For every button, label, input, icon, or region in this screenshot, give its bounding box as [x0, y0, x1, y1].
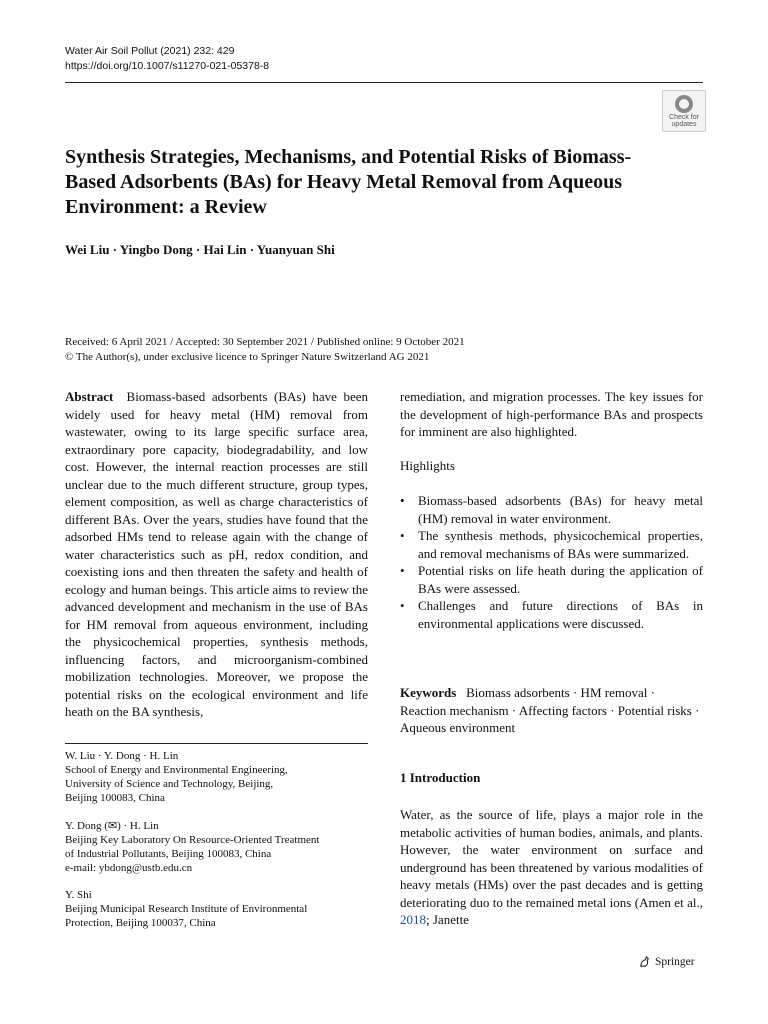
- affiliation-block: [65, 819, 368, 875]
- affiliation-line: University of Science and Technology, Beijing,: [65, 778, 274, 790]
- article-title: Synthesis Strategies, Mechanisms, and Potential Risks of Biomass-Based Adsorbents (BAs) for Heavy Metal Removal from Aqueous Environment: a Review: [65, 146, 632, 218]
- intro-text-tail: ; Janette: [426, 912, 469, 927]
- introduction-column: [400, 806, 703, 929]
- keywords: [400, 684, 703, 737]
- running-head: [65, 44, 269, 74]
- badge-line-1: Check for: [669, 114, 699, 121]
- abstract: [65, 388, 368, 721]
- journal-citation: Water Air Soil Pollut (2021) 232: 429: [65, 45, 235, 57]
- affiliation-line: School of Energy and Environmental Engineering,: [65, 764, 288, 776]
- keywords-label: Keywords: [400, 685, 457, 700]
- affiliation-names: W. Liu · Y. Dong · H. Lin: [65, 750, 179, 762]
- highlight-item: [400, 597, 703, 632]
- affiliation-names: Y. Shi: [65, 889, 92, 901]
- abstract-right-column: [400, 388, 703, 441]
- affiliation-line: Beijing 100083, China: [65, 792, 165, 804]
- bullet: •: [400, 493, 405, 508]
- highlight-text: The synthesis methods, physicochemical properties, and removal mechanisms of BAs were summarized.: [418, 528, 703, 561]
- affiliation-email[interactable]: e-mail: ybdong@ustb.edu.cn: [65, 862, 193, 874]
- introduction-heading: 1 Introduction: [400, 770, 481, 785]
- intro-text: Water, as the source of life, plays a major role in the metabolic activities of human bodies, animals, and plants. However, the water environment on surface and underground has been threatened by various modalities of heavy metals (HMs) over the past decades and is getting deteriorating duo to the remained metal ions (Amen et al.,: [400, 807, 703, 910]
- header-divider: [65, 82, 703, 83]
- highlight-text: Potential risks on life heath during the application of BAs were assessed.: [418, 563, 703, 596]
- abstract-text-left: Biomass-based adsorbents (BAs) have been widely used for heavy metal (HM) removal from wastewater, owing to its large specific surface area, extraordinary pore capacity, biodegradability, and low cost. However, the internal reaction processes are still unclear due to the much different structure, group types, element composition, as well as charge characteristics of different BAs. Over the years, studies have found that the adsorbed HMs tend to release again with the change of water characteristics such as pH, redox condition, and coexisting ions and then threaten the safety and health of ecology and human beings. This article aims to review the advanced development and mechanism in the use of BAs for HM removal from aqueous environment, including the physicochemical properties, synthesis methods, influencing factors, and microorganism-combined mobilization technologies. Moreover, we propose the potential risks on the ecological environment and life heath on the BA synthesis,: [65, 389, 369, 719]
- affiliation-line: Protection, Beijing 100037, China: [65, 917, 216, 929]
- check-for-updates-icon: [675, 95, 693, 113]
- badge-line-2: updates: [671, 121, 697, 128]
- highlight-text: Challenges and future directions of BAs in environmental applications were discussed.: [418, 598, 703, 631]
- abstract-label: Abstract: [65, 389, 114, 404]
- affiliation-line: Beijing Municipal Research Institute of Environmental: [65, 903, 308, 915]
- highlight-item: [400, 562, 703, 597]
- springer-horse-icon: [638, 955, 651, 968]
- highlight-text: Biomass-based adsorbents (BAs) for heavy metal (HM) removal in water environment.: [418, 493, 703, 526]
- highlight-item: [400, 527, 703, 562]
- affiliation-line: of Industrial Pollutants, Beijing 100083, China: [65, 848, 272, 860]
- bullet: •: [400, 528, 405, 543]
- check-for-updates-badge[interactable]: [662, 90, 706, 132]
- bullet: •: [400, 563, 405, 578]
- publisher-mark: [638, 955, 695, 968]
- highlight-item: [400, 492, 703, 527]
- author-list: Wei Liu · Yingbo Dong · Hai Lin · Yuanyuan Shi: [65, 242, 335, 257]
- abstract-text-right: remediation, and migration processes. The key issues for the development of high-performance BAs and prospects for imminent are also highlighted.: [400, 389, 703, 439]
- publisher-name: Springer: [655, 955, 695, 968]
- citation-link[interactable]: 2018: [400, 912, 426, 927]
- keywords-text: Biomass adsorbents · HM removal · Reaction mechanism · Affecting factors · Potential risks · Aqueous environment: [400, 685, 700, 735]
- introduction-paragraph: [400, 806, 703, 929]
- bullet: •: [400, 598, 405, 613]
- affiliation-divider: [65, 743, 368, 744]
- doi-link[interactable]: https://doi.org/10.1007/s11270-021-05378-8: [65, 60, 270, 72]
- copyright-notice: © The Author(s), under exclusive licence to Springer Nature Switzerland AG 2021: [65, 351, 430, 363]
- highlights-list: [400, 492, 703, 632]
- abstract-left-column: [65, 388, 368, 721]
- affiliation-names: Y. Dong (✉) · H. Lin: [65, 820, 159, 832]
- affiliation-block: [65, 888, 368, 930]
- affiliation-block: [65, 749, 368, 805]
- publication-history: [65, 335, 465, 365]
- publication-dates: Received: 6 April 2021 / Accepted: 30 September 2021 / Published online: 9 October 2021: [65, 336, 465, 348]
- affiliation-line: Beijing Key Laboratory On Resource-Oriented Treatment: [65, 834, 320, 846]
- highlights-heading: Highlights: [400, 458, 455, 473]
